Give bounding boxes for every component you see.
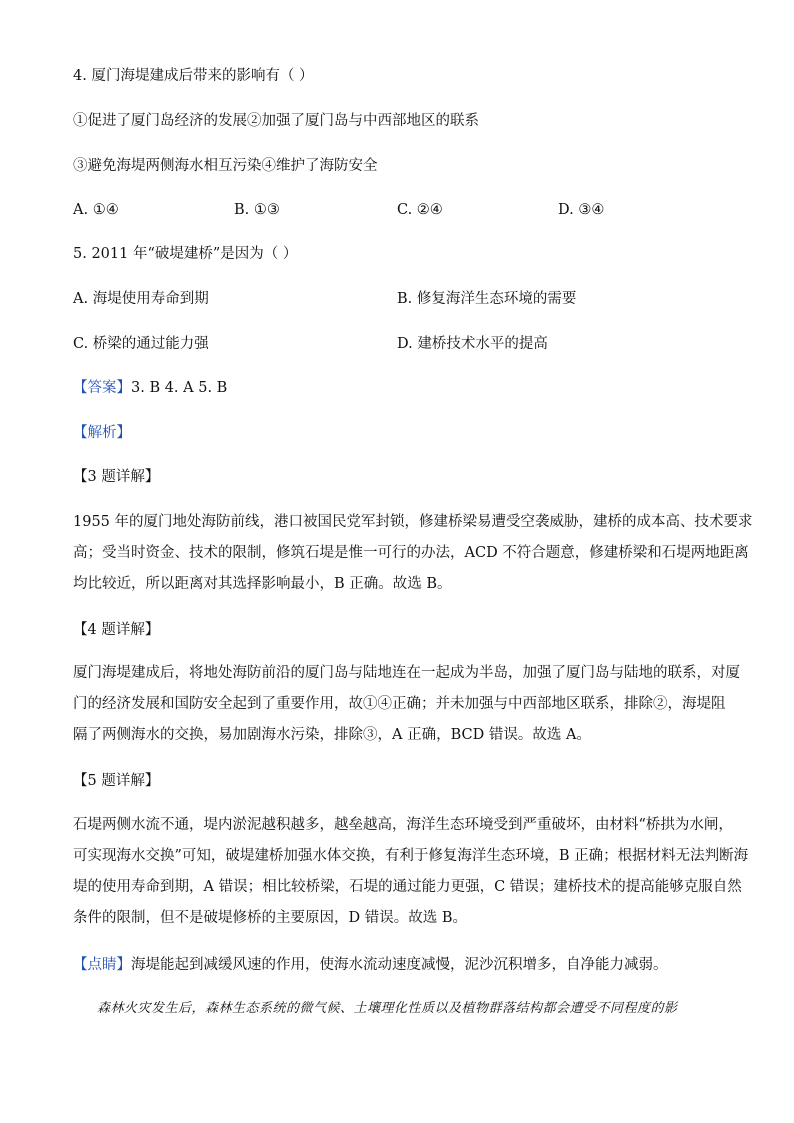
next-material-text: 森林火灾发生后，森林生态系统的微气候、土壤理化性质以及植物群落结构都会遭受不同程度的影 bbox=[97, 1001, 678, 1016]
q4-option-b: B. ①③ bbox=[234, 202, 280, 218]
detail-3-heading: 【3 题详解】 bbox=[73, 469, 160, 485]
tip-label: 【点睛】 bbox=[73, 957, 131, 973]
q5-option-b: B. 修复海洋生态环境的需要 bbox=[397, 291, 577, 307]
detail-4-line: 门的经济发展和国防安全起到了重要作用，故①④正确；并未加强与中西部地区联系，排除②，海堤阻 bbox=[73, 696, 726, 712]
detail-3-body bbox=[73, 507, 753, 600]
analysis-label: 【解析】 bbox=[73, 425, 131, 441]
detail-5-line: 堤的使用寿命到期，A 错误；相比较桥梁，石堤的通过能力更强，C 错误；建桥技术的提高能够克服自然 bbox=[73, 879, 742, 895]
q4-option-c: C. ②④ bbox=[397, 202, 443, 218]
answer-label: 【答案】 bbox=[73, 380, 131, 396]
detail-3-line: 1955 年的厦门地处海防前线，港口被国民党军封锁，修建桥梁易遭受空袭威胁，建桥的成本高、技术要求 bbox=[73, 514, 753, 530]
answer-line bbox=[73, 378, 227, 398]
q4-statement-1: ①促进了厦门岛经济的发展②加强了厦门岛与中西部地区的联系 bbox=[73, 113, 479, 129]
detail-3-line: 均比较近，所以距离对其选择影响最小，B 正确。故选 B。 bbox=[73, 576, 452, 592]
detail-4-line: 厦门海堤建成后，将地处海防前沿的厦门岛与陆地连在一起成为半岛，加强了厦门岛与陆地的联系，对厦 bbox=[73, 665, 740, 681]
q5-option-c: C. 桥梁的通过能力强 bbox=[73, 336, 209, 352]
detail-5-body bbox=[73, 810, 749, 934]
detail-4-line: 隔了两侧海水的交换，易加剧海水污染，排除③，A 正确，BCD 错误。故选 A。 bbox=[73, 727, 591, 743]
q4-stem: 4. 厦门海堤建成后带来的影响有（ ） bbox=[73, 68, 314, 84]
detail-5-heading: 【5 题详解】 bbox=[73, 773, 160, 789]
detail-4-body bbox=[73, 658, 740, 751]
tip-line bbox=[73, 955, 668, 975]
q4-statement-2: ③避免海堤两侧海水相互污染④维护了海防安全 bbox=[73, 158, 378, 174]
detail-3-line: 高；受当时资金、技术的限制，修筑石堤是惟一可行的办法，ACD 不符合题意，修建桥梁和石堤两地距离 bbox=[73, 545, 749, 561]
detail-5-line: 石堤两侧水流不通，堤内淤泥越积越多，越垒越高，海洋生态环境受到严重破坏，由材料“桥拱为水闸， bbox=[73, 817, 733, 833]
q5-stem: 5. 2011 年“破堤建桥”是因为（ ） bbox=[73, 246, 298, 262]
tip-text: 海堤能起到减缓风速的作用，使海水流动速度减慢，泥沙沉积增多，自净能力减弱。 bbox=[131, 957, 668, 973]
detail-4-heading: 【4 题详解】 bbox=[73, 622, 160, 638]
detail-5-line: 可实现海水交换”可知，破堤建桥加强水体交换，有利于修复海洋生态环境，B 正确；根据材料无法判断海 bbox=[73, 848, 749, 864]
answer-text: 3. B 4. A 5. B bbox=[131, 380, 228, 396]
q4-option-d: D. ③④ bbox=[558, 202, 605, 218]
q4-option-a: A. ①④ bbox=[73, 202, 119, 218]
detail-5-line: 条件的限制，但不是破堤修桥的主要原因，D 错误。故选 B。 bbox=[73, 910, 467, 926]
q5-option-d: D. 建桥技术水平的提高 bbox=[397, 336, 548, 352]
q5-option-a: A. 海堤使用寿命到期 bbox=[73, 291, 209, 307]
